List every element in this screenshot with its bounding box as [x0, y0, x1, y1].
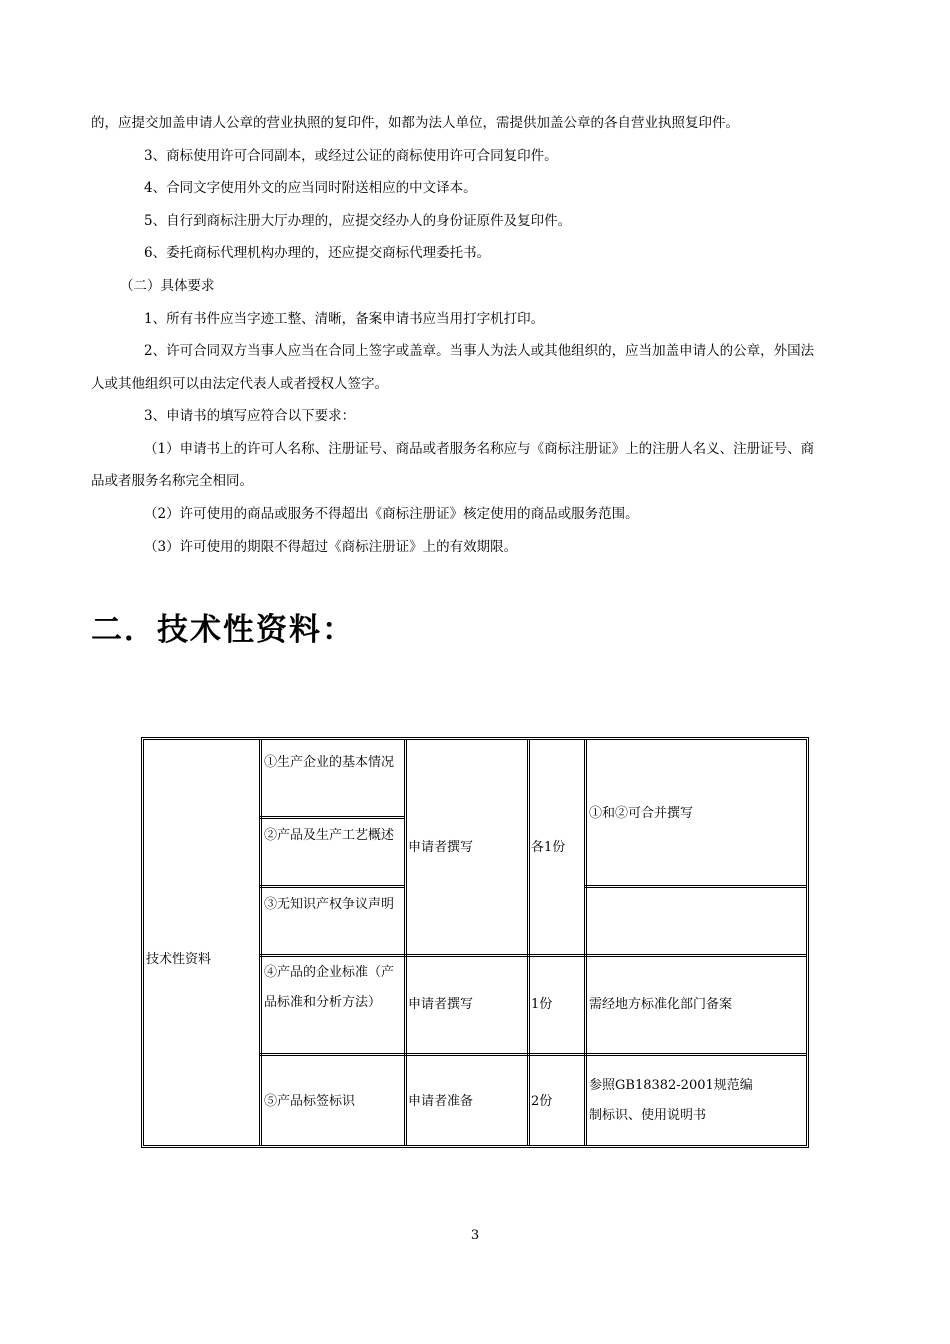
category-cell: 技术性资料 [146, 952, 212, 967]
note-cell: ①和②可合并撰写 [589, 806, 694, 821]
paragraph-line: 3、商标使用许可合同副本，或经过公证的商标使用许可合同复印件。 [144, 148, 558, 164]
copies-cell: 1份 [531, 997, 553, 1012]
paragraph-line: 2、许可合同双方当事人应当在合同上签字或盖章。当事人为法人或其他组织的，应当加盖申请人的公章，外国法 [144, 343, 815, 359]
item-cell: ①生产企业的基本情况 [264, 755, 395, 770]
paragraph-line: （2）许可使用的商品或服务不得超出《商标注册证》核定使用的商品或服务范围。 [144, 506, 639, 522]
table-divider [259, 740, 262, 1145]
item-cell: ②产品及生产工艺概述 [264, 828, 395, 843]
table-divider [260, 885, 404, 888]
note-cell: 参照GB18382-2001规范编制标识、使用说明书 [589, 1078, 753, 1123]
technical-materials-table [141, 737, 809, 1148]
item-cell: ⑤产品标签标识 [264, 1094, 356, 1109]
item-cell: ④产品的企业标准（产品标准和分析方法） [264, 965, 395, 1010]
table-divider [585, 885, 806, 888]
section-subtitle: （二）具体要求 [120, 278, 215, 294]
paragraph-line: （3）许可使用的期限不得超过《商标注册证》上的有效期限。 [144, 539, 518, 555]
paragraph-line: （1）申请书上的许可人名称、注册证号、商品或者服务名称应与《商标注册证》上的注册人名义、注册证号、商 [144, 441, 815, 457]
author-cell: 申请者准备 [408, 1094, 474, 1109]
paragraph-line: 1、所有书件应当字迹工整、清晰，备案申请书应当用打字机打印。 [144, 311, 545, 327]
table-divider [260, 1053, 806, 1056]
table-divider [584, 740, 587, 1145]
paragraph-line: 4、合同文字使用外文的应当同时附送相应的中文译本。 [144, 180, 477, 196]
copies-cell: 各1份 [531, 840, 566, 855]
paragraph-line: 6、委托商标代理机构办理的，还应提交商标代理委托书。 [144, 245, 491, 261]
paragraph-line: 3、申请书的填写应符合以下要求： [144, 408, 356, 424]
paragraph-line: 5、自行到商标注册大厅办理的，应提交经办人的身份证原件及复印件。 [144, 213, 572, 229]
page-number: 3 [470, 1228, 480, 1243]
paragraph-line: 品或者服务名称完全相同。 [91, 473, 253, 489]
table-divider [527, 740, 530, 1145]
section-heading: 二．技术性资料： [91, 612, 355, 648]
note-cell: 需经地方标准化部门备案 [589, 997, 733, 1012]
item-cell: ③无知识产权争议声明 [264, 897, 395, 912]
paragraph-line: 的，应提交加盖申请人公章的营业执照的复印件，如都为法人单位，需提供加盖公章的各自营业执照复印件。 [91, 115, 739, 131]
copies-cell: 2份 [531, 1094, 553, 1109]
table-divider [260, 954, 806, 957]
author-cell: 申请者撰写 [408, 840, 474, 855]
table-divider [404, 740, 407, 1145]
paragraph-line: 人或其他组织可以由法定代表人或者授权人签字。 [91, 376, 388, 392]
table-divider [260, 816, 404, 819]
author-cell: 申请者撰写 [408, 997, 474, 1012]
